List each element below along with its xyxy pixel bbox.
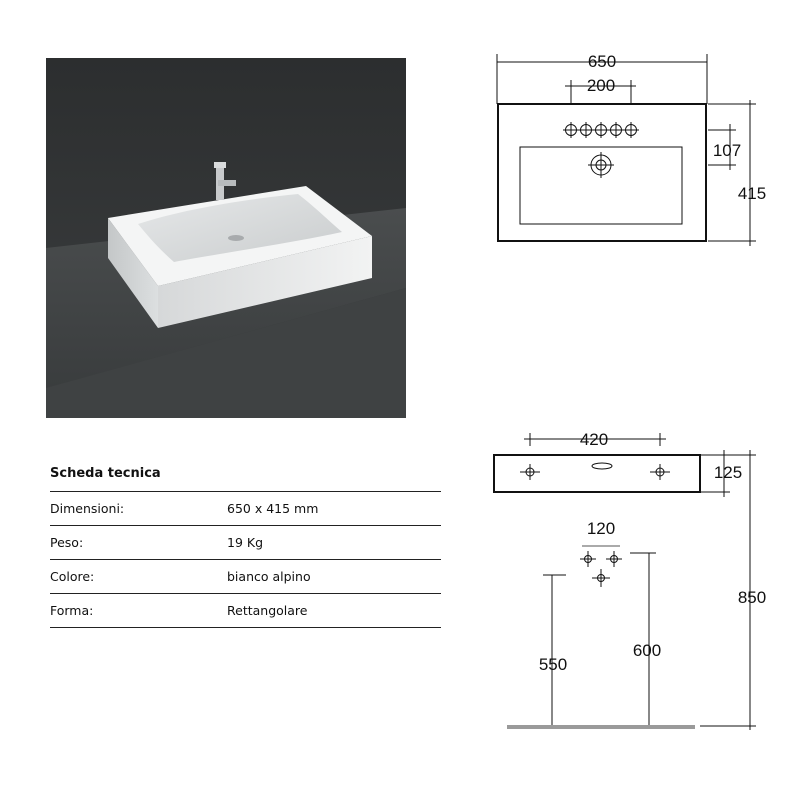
tech-sheet-title: Scheda tecnica [50, 466, 161, 481]
supply-right-symbol [606, 551, 622, 567]
tech-key-weight: Peso: [50, 535, 84, 550]
dim-600-line [630, 553, 656, 726]
dim-107-label: 107 [712, 141, 742, 160]
dim-650-label: 650 [587, 52, 617, 71]
front-fixing-left [520, 464, 540, 480]
floor-line [507, 725, 695, 729]
tech-value-dimensions: 650 x 415 mm [227, 501, 319, 516]
front-view-overflow [592, 463, 612, 469]
dim-550-line [543, 575, 566, 726]
dim-550-label: 550 [538, 655, 568, 674]
tech-key-dimensions: Dimensioni: [50, 501, 125, 516]
tech-key-shape: Forma: [50, 603, 94, 618]
front-fixing-right [650, 464, 670, 480]
waste-symbol [592, 569, 610, 587]
top-view-drain [588, 152, 614, 178]
tech-value-shape: Rettangolare [227, 603, 308, 618]
dim-120-label: 120 [586, 519, 616, 538]
dim-420-label: 420 [579, 430, 609, 449]
tap-holes [563, 122, 639, 138]
tech-value-color: bianco alpino [227, 569, 311, 584]
supply-left-symbol [580, 551, 596, 567]
dim-415-line [708, 100, 756, 246]
tech-key-color: Colore: [50, 569, 95, 584]
dim-125-label: 125 [713, 463, 743, 482]
dim-200-label: 200 [586, 76, 616, 95]
dim-850-label: 850 [737, 588, 767, 607]
tech-value-weight: 19 Kg [227, 535, 264, 550]
front-view-outline [494, 455, 700, 492]
dim-415-label: 415 [737, 184, 767, 203]
dim-600-label: 600 [632, 641, 662, 660]
